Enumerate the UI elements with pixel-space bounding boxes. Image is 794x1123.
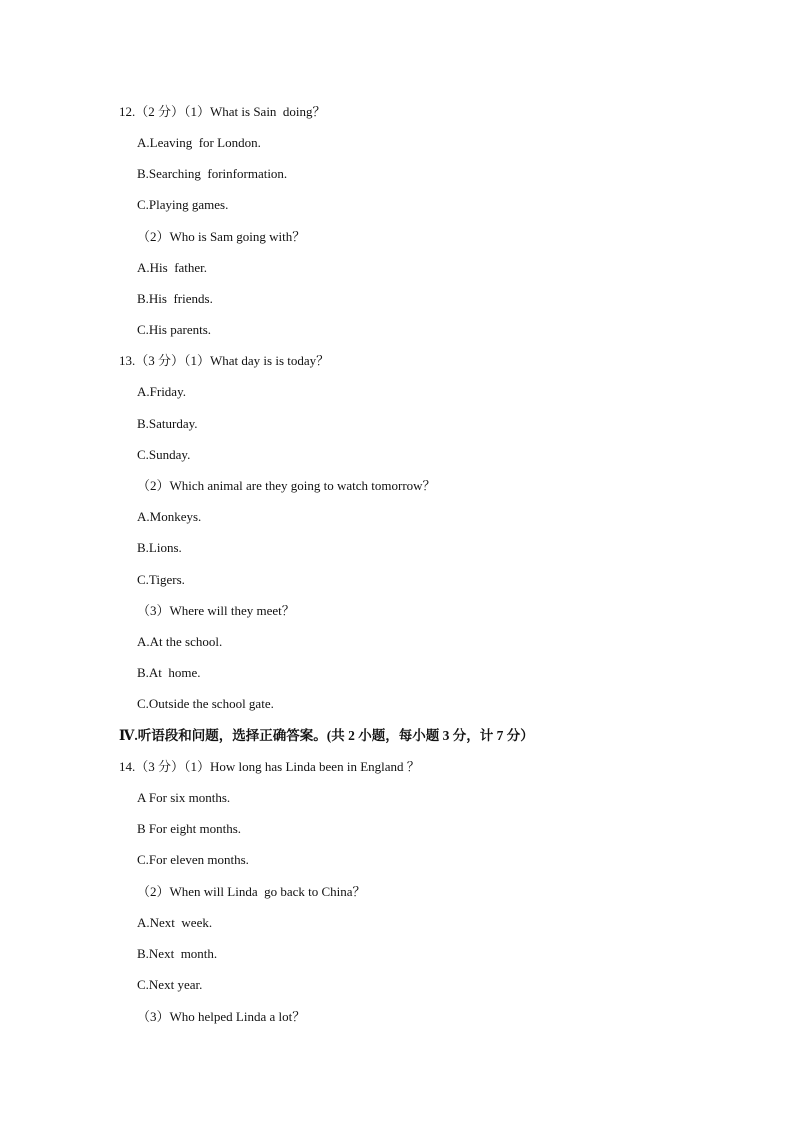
q12-1-option-b: B.Searching forinformation. xyxy=(137,166,288,181)
q12-2-option-c: C.His parents. xyxy=(137,322,212,337)
q14-sub3-stem: （3）Who helped Linda a lot？ xyxy=(137,1009,306,1024)
q13-2-option-b: B.Lions. xyxy=(137,540,182,555)
q13-3-option-b: B.At home. xyxy=(137,665,201,680)
q13-1-option-a: A.Friday. xyxy=(137,384,186,399)
q14-1-option-c: C.For eleven months. xyxy=(137,852,249,867)
q12-1-option-c: C.Playing games. xyxy=(137,197,229,212)
q12-2-option-a: A.His father. xyxy=(137,260,208,275)
q13-1-option-b: B.Saturday. xyxy=(137,416,198,431)
q14-sub2-stem: （2）When will Linda go back to China？ xyxy=(137,884,366,899)
q14-2-option-a: A.Next week. xyxy=(137,915,213,930)
q14-1-option-b: B For eight months. xyxy=(137,821,242,836)
q14-2-option-b: B.Next month. xyxy=(137,946,218,961)
q12-sub2-stem: （2）Who is Sam going with？ xyxy=(137,229,306,244)
q14-stem: 14.（3 分）（1）How long has Linda been in England ？ xyxy=(119,759,420,774)
q14-2-option-c: C.Next year. xyxy=(137,977,203,992)
q13-3-option-c: C.Outside the school gate. xyxy=(137,696,274,711)
q12-1-option-a: A.Leaving for London. xyxy=(137,135,261,150)
q13-2-option-c: C.Tigers. xyxy=(137,572,185,587)
q13-sub2-stem: （2）Which animal are they going to watch tomorrow？ xyxy=(137,478,436,493)
q12-stem: 12.（2 分）（1）What is Sain doing？ xyxy=(119,104,326,119)
q13-sub3-stem: （3）Where will they meet？ xyxy=(137,603,295,618)
q12-2-option-b: B.His friends. xyxy=(137,291,213,306)
q13-1-option-c: C.Sunday. xyxy=(137,447,191,462)
q14-1-option-a: A For six months. xyxy=(137,790,231,805)
q13-stem: 13.（3 分）（1）What day is is today？ xyxy=(119,353,330,368)
section-4-heading: Ⅳ.听语段和问题，选择正确答案。(共 2 小题，每小题 3 分，计 7 分） xyxy=(119,728,534,743)
q13-3-option-a: A.At the school. xyxy=(137,634,223,649)
q13-2-option-a: A.Monkeys. xyxy=(137,509,202,524)
